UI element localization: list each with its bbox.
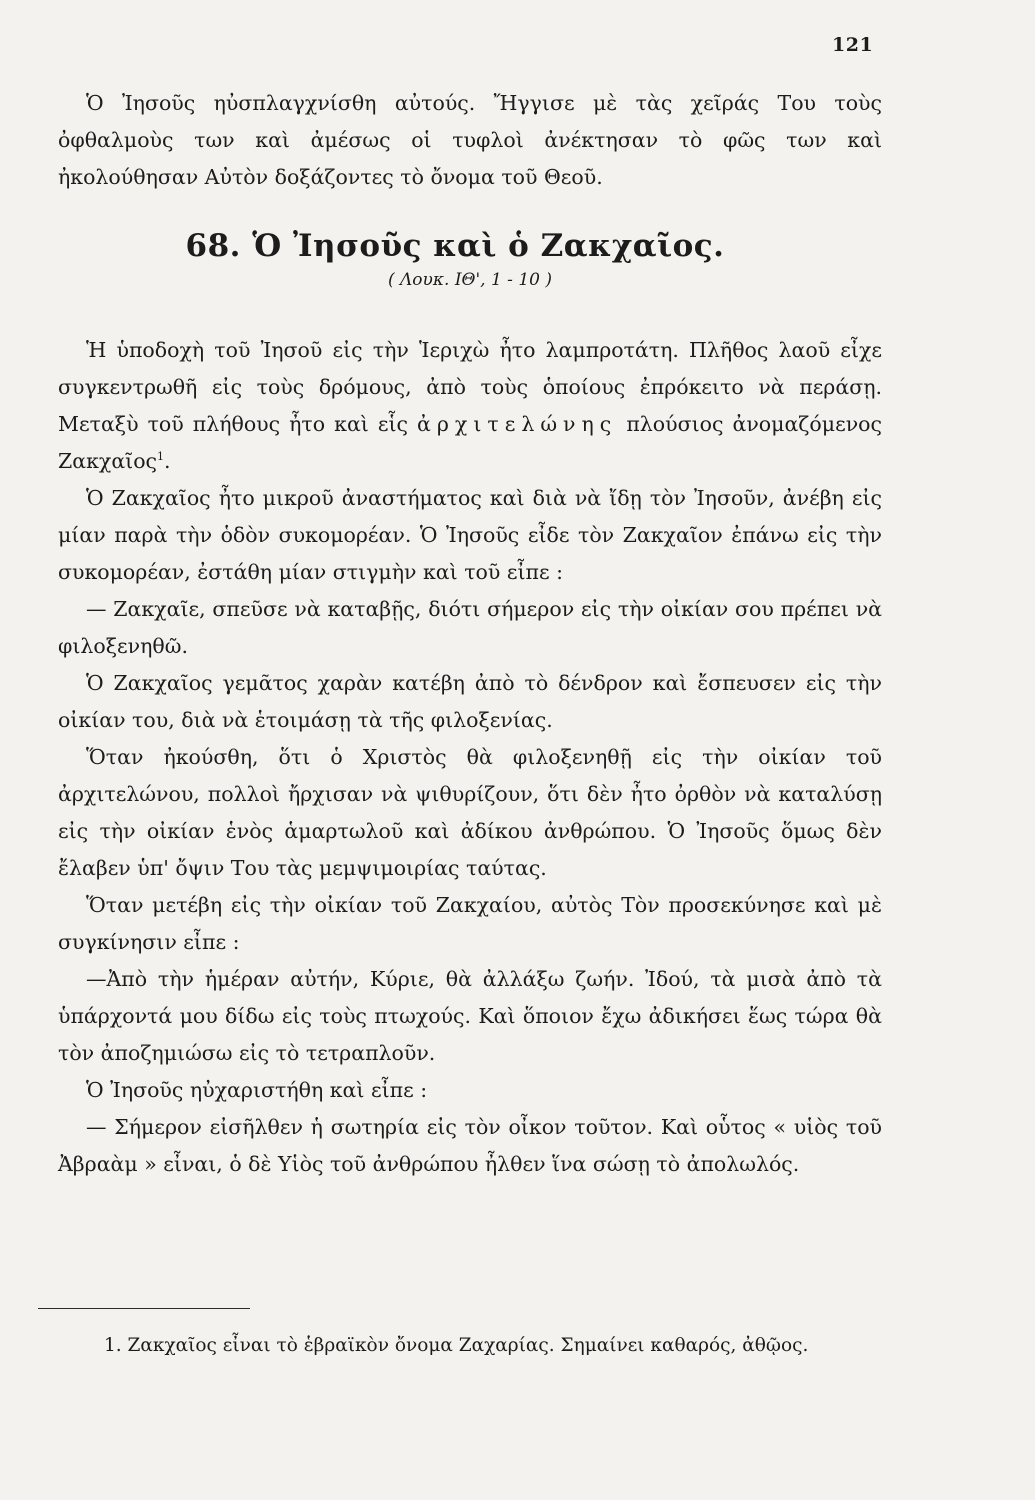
- chapter-title: 68. Ὁ Ἰησοῦς καὶ ὁ Ζακχαῖος.: [185, 228, 725, 264]
- intro-paragraph: Ὁ Ἰησοῦς ηὐσπλαγχνίσθη αὐτούς. Ἤγγισε μὲ τὰς χεῖράς Του τοὺς ὀφθαλμοὺς των καὶ ἀμέσως οἱ τυφλοὶ ἀνέκτησαν τὸ φῶς των καὶ ἠκολούθησαν Αὐτὸν δοξάζοντες τὸ ὄνομα τοῦ Θεοῦ.: [58, 91, 882, 189]
- intro-paragraph-block: [58, 85, 882, 196]
- footnote-divider: [38, 1308, 250, 1309]
- paragraph-1: Ἡ ὑποδοχὴ τοῦ Ἰησοῦ εἰς τὴν Ἱεριχὼ ἦτο λαμπροτάτη. Πλῆθος λαοῦ εἶχε συγκεντρωθῆ εἰς τοὺς δρόμους, ἀπὸ τοὺς ὁποίους ἐπρόκειτο νὰ περάσῃ. Μεταξὺ τοῦ πλήθους ἦτο καὶ εἷς ἀρχιτελώνης πλούσιος ἀνομαζόμενος Ζακχαῖος$^1$.: [58, 338, 882, 473]
- footnote: 1. Ζακχαῖος εἶναι τὸ ἑβραϊκὸν ὄνομα Ζαχαρίας. Σημαίνει καθαρός, ἀθῷος.: [104, 1335, 809, 1356]
- paragraph-3: — Ζακχαῖε, σπεῦσε νὰ καταβῇς, διότι σήμερον εἰς τὴν οἰκίαν σου πρέπει νὰ φιλοξενηθῶ.: [58, 597, 882, 658]
- paragraph-1-start: Ἡ ὑποδοχὴ τοῦ Ἰησοῦ εἰς τὴν Ἱεριχὼ ἦτο λαμπροτάτη. Πλῆθος λαοῦ εἶχε συγκεντρωθῆ εἰς τοὺς δρόμους, ἀπὸ τοὺς ὁποίους ἐπρόκειτο νὰ περάσῃ. Μεταξὺ τοῦ πλήθους ἦτο καὶ εἷς: [58, 338, 882, 436]
- footnote-marker: 1: [157, 450, 165, 464]
- paragraph-8: Ὁ Ἰησοῦς ηὐχαριστήθη καὶ εἶπε :: [86, 1078, 428, 1102]
- paragraph-7: —Ἀπὸ τὴν ἡμέραν αὐτήν, Κύριε, θὰ ἀλλάξω ζωήν. Ἰδού, τὰ μισὰ ἀπὸ τὰ ὑπάρχοντά μου δίδω εἰς τοὺς πτωχούς. Καὶ ὅποιον ἔχω ἀδικήσει ἕως τώρα θὰ τὸν ἀποζημιώσω εἰς τὸ τετραπλοῦν.: [58, 967, 882, 1065]
- emphasized-word: ἀρχιτελώνης: [417, 412, 618, 436]
- page-number: 121: [832, 34, 874, 56]
- chapter-body: [58, 332, 882, 1183]
- paragraph-4: Ὁ Ζακχαῖος γεμᾶτος χαρὰν κατέβη ἀπὸ τὸ δένδρον καὶ ἔσπευσεν εἰς τὴν οἰκίαν του, διὰ νὰ ἑτοιμάσῃ τὰ τῆς φιλοξενίας.: [58, 671, 882, 732]
- paragraph-2: Ὁ Ζακχαῖος ἦτο μικροῦ ἀναστήματος καὶ διὰ νὰ ἴδῃ τὸν Ἰησοῦν, ἀνέβη εἰς μίαν παρὰ τὴν ὁδὸν συκομορέαν. Ὁ Ἰησοῦς εἶδε τὸν Ζακχαῖον ἐπάνω εἰς τὴν συκομορέαν, ἐστάθη μίαν στιγμὴν καὶ τοῦ εἶπε :: [58, 486, 882, 584]
- paragraph-6: Ὅταν μετέβη εἰς τὴν οἰκίαν τοῦ Ζακχαίου, αὐτὸς Τὸν προσεκύνησε καὶ μὲ συγκίνησιν εἶπε :: [58, 893, 882, 954]
- paragraph-5: Ὅταν ἠκούσθη, ὅτι ὁ Χριστὸς θὰ φιλοξενηθῇ εἰς τὴν οἰκίαν τοῦ ἀρχιτελώνου, πολλοὶ ἤρχισαν νὰ ψιθυρίζουν, ὅτι δὲν ἦτο ὀρθὸν νὰ καταλύσῃ εἰς τὴν οἰκίαν ἑνὸς ἁμαρτωλοῦ καὶ ἀδίκου ἀνθρώπου. Ὁ Ἰησοῦς ὅμως δὲν ἔλαβεν ὑπ' ὄψιν Του τὰς μεμψιμοιρίας ταύτας.: [58, 745, 882, 880]
- chapter-reference: ( Λουκ. ΙΘ', 1 - 10 ): [387, 270, 552, 290]
- paragraph-1-end: πλούσιος ἀνομαζόμενος Ζακχαῖος: [58, 412, 882, 473]
- paragraph-9: — Σήμερον εἰσῆλθεν ἡ σωτηρία εἰς τὸν οἶκον τοῦτον. Καὶ οὗτος « υἱὸς τοῦ Ἀβραὰμ » εἶναι, ὁ δὲ Υἱὸς τοῦ ἀνθρώπου ἦλθεν ἵνα σώσῃ τὸ ἀπολωλός.: [58, 1115, 882, 1176]
